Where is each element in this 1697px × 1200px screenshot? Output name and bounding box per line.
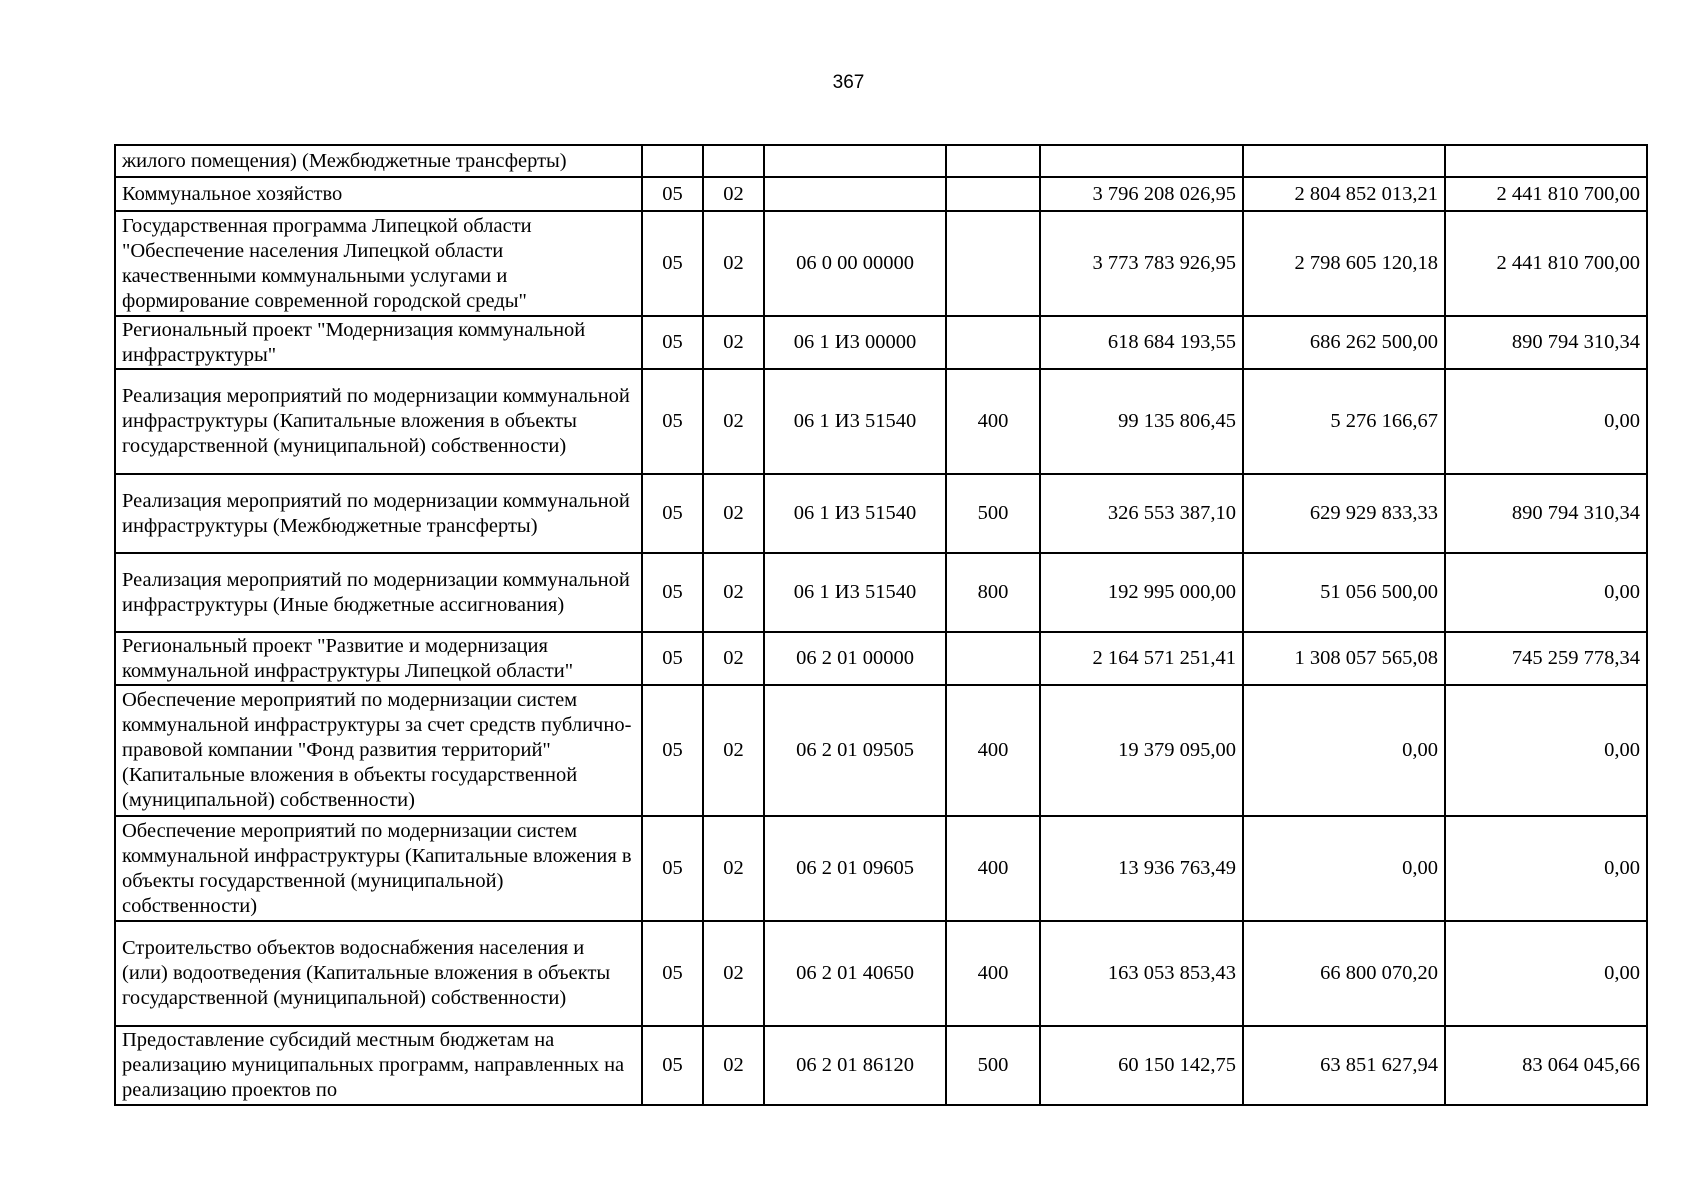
row-sum-3: 890 794 310,34	[1445, 474, 1647, 553]
table-row	[115, 816, 1647, 921]
row-sum-3: 0,00	[1445, 921, 1647, 1026]
row-sum-2: 2 804 852 013,21	[1243, 177, 1445, 211]
row-name: жилого помещения) (Межбюджетные трансферты)	[115, 145, 642, 177]
row-subsection: 02	[703, 816, 764, 921]
row-sum-2: 66 800 070,20	[1243, 921, 1445, 1026]
row-subsection: 02	[703, 177, 764, 211]
row-name: Региональный проект "Развитие и модернизация коммунальной инфраструктуры Липецкой области"	[115, 632, 642, 685]
row-sum-2: 629 929 833,33	[1243, 474, 1445, 553]
row-sum-3: 0,00	[1445, 816, 1647, 921]
table-row	[115, 369, 1647, 474]
row-sum-3: 0,00	[1445, 685, 1647, 816]
row-target: 06 1 И3 51540	[764, 474, 946, 553]
row-sum-2	[1243, 145, 1445, 177]
row-sum-2: 0,00	[1243, 685, 1445, 816]
row-expense-type	[946, 145, 1040, 177]
row-sum-1: 3 773 783 926,95	[1040, 211, 1243, 316]
row-name: Государственная программа Липецкой области "Обеспечение населения Липецкой области качественными коммунальными услугами и формирование современной городской среды"	[115, 211, 642, 316]
row-section: 05	[642, 474, 703, 553]
row-subsection: 02	[703, 632, 764, 685]
row-expense-type: 400	[946, 685, 1040, 816]
row-subsection: 02	[703, 553, 764, 632]
row-sum-2: 2 798 605 120,18	[1243, 211, 1445, 316]
row-subsection	[703, 145, 764, 177]
row-expense-type: 400	[946, 921, 1040, 1026]
row-sum-3: 2 441 810 700,00	[1445, 177, 1647, 211]
row-target: 06 0 00 00000	[764, 211, 946, 316]
table-row	[115, 632, 1647, 685]
row-sum-1: 60 150 142,75	[1040, 1026, 1243, 1105]
row-name: Коммунальное хозяйство	[115, 177, 642, 211]
row-section: 05	[642, 816, 703, 921]
row-sum-1: 13 936 763,49	[1040, 816, 1243, 921]
budget-table	[114, 144, 1648, 1106]
row-expense-type	[946, 632, 1040, 685]
table-row	[115, 553, 1647, 632]
row-section: 05	[642, 211, 703, 316]
row-sum-2: 63 851 627,94	[1243, 1026, 1445, 1105]
row-subsection: 02	[703, 474, 764, 553]
row-sum-1: 3 796 208 026,95	[1040, 177, 1243, 211]
row-sum-2: 0,00	[1243, 816, 1445, 921]
row-sum-1: 326 553 387,10	[1040, 474, 1243, 553]
table-row	[115, 211, 1647, 316]
row-sum-3: 2 441 810 700,00	[1445, 211, 1647, 316]
row-name: Реализация мероприятий по модернизации коммунальной инфраструктуры (Межбюджетные трансферты)	[115, 474, 642, 553]
row-section: 05	[642, 553, 703, 632]
row-name: Обеспечение мероприятий по модернизации систем коммунальной инфраструктуры за счет средств публично-правовой компании "Фонд развития территорий" (Капитальные вложения в объекты государственной (муниципальной) собственности)	[115, 685, 642, 816]
table-row	[115, 145, 1647, 177]
row-sum-1	[1040, 145, 1243, 177]
row-subsection: 02	[703, 211, 764, 316]
row-section: 05	[642, 369, 703, 474]
row-sum-1: 2 164 571 251,41	[1040, 632, 1243, 685]
row-subsection: 02	[703, 685, 764, 816]
row-sum-3: 83 064 045,66	[1445, 1026, 1647, 1105]
table-row	[115, 316, 1647, 369]
row-sum-1: 163 053 853,43	[1040, 921, 1243, 1026]
row-sum-3: 890 794 310,34	[1445, 316, 1647, 369]
row-section: 05	[642, 177, 703, 211]
row-target: 06 2 01 00000	[764, 632, 946, 685]
row-name: Строительство объектов водоснабжения населения и (или) водоотведения (Капитальные вложения в объекты государственной (муниципальной) собственности)	[115, 921, 642, 1026]
table-row	[115, 1026, 1647, 1105]
row-target: 06 1 И3 00000	[764, 316, 946, 369]
row-expense-type: 400	[946, 369, 1040, 474]
row-name: Предоставление субсидий местным бюджетам на реализацию муниципальных программ, направленных на реализацию проектов по	[115, 1026, 642, 1105]
row-name: Региональный проект "Модернизация коммунальной инфраструктуры"	[115, 316, 642, 369]
row-section: 05	[642, 1026, 703, 1105]
row-target: 06 2 01 09605	[764, 816, 946, 921]
row-sum-2: 686 262 500,00	[1243, 316, 1445, 369]
row-name: Реализация мероприятий по модернизации коммунальной инфраструктуры (Капитальные вложения в объекты государственной (муниципальной) собственности)	[115, 369, 642, 474]
row-sum-3: 0,00	[1445, 369, 1647, 474]
row-target: 06 2 01 09505	[764, 685, 946, 816]
row-expense-type	[946, 177, 1040, 211]
row-target: 06 1 И3 51540	[764, 553, 946, 632]
table-row	[115, 685, 1647, 816]
row-subsection: 02	[703, 921, 764, 1026]
table-row	[115, 921, 1647, 1026]
row-subsection: 02	[703, 1026, 764, 1105]
row-sum-1: 192 995 000,00	[1040, 553, 1243, 632]
row-sum-3: 745 259 778,34	[1445, 632, 1647, 685]
row-sum-1: 618 684 193,55	[1040, 316, 1243, 369]
row-sum-1: 19 379 095,00	[1040, 685, 1243, 816]
row-section: 05	[642, 632, 703, 685]
row-target: 06 1 И3 51540	[764, 369, 946, 474]
table-row	[115, 177, 1647, 211]
row-target: 06 2 01 86120	[764, 1026, 946, 1105]
row-subsection: 02	[703, 369, 764, 474]
row-target	[764, 177, 946, 211]
row-sum-2: 5 276 166,67	[1243, 369, 1445, 474]
row-sum-3: 0,00	[1445, 553, 1647, 632]
row-subsection: 02	[703, 316, 764, 369]
row-expense-type	[946, 316, 1040, 369]
row-section: 05	[642, 316, 703, 369]
row-expense-type	[946, 211, 1040, 316]
row-expense-type: 500	[946, 474, 1040, 553]
row-section: 05	[642, 685, 703, 816]
table-row	[115, 474, 1647, 553]
row-name: Реализация мероприятий по модернизации коммунальной инфраструктуры (Иные бюджетные ассигнования)	[115, 553, 642, 632]
row-sum-2: 1 308 057 565,08	[1243, 632, 1445, 685]
row-target	[764, 145, 946, 177]
page-number: 367	[832, 72, 865, 93]
row-target: 06 2 01 40650	[764, 921, 946, 1026]
row-sum-1: 99 135 806,45	[1040, 369, 1243, 474]
row-expense-type: 400	[946, 816, 1040, 921]
row-expense-type: 800	[946, 553, 1040, 632]
row-sum-3	[1445, 145, 1647, 177]
row-section	[642, 145, 703, 177]
row-section: 05	[642, 921, 703, 1026]
row-name: Обеспечение мероприятий по модернизации систем коммунальной инфраструктуры (Капитальные вложения в объекты государственной (муниципальной) собственности)	[115, 816, 642, 921]
row-expense-type: 500	[946, 1026, 1040, 1105]
row-sum-2: 51 056 500,00	[1243, 553, 1445, 632]
